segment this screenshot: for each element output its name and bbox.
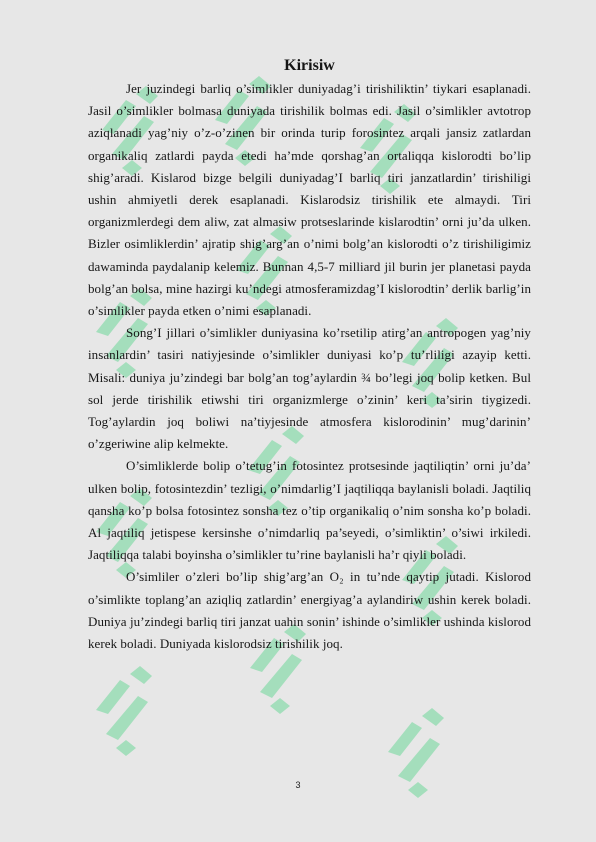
page-number: 3: [295, 780, 301, 790]
document-title: Kirisiw: [284, 57, 335, 74]
paragraph-3: O’simliklerde bolip o’tetug’in fotosintez protsesinde jaqtiliqtin’ orni ju’da’ ulken bolip, fotosintezdin’ tezligi, o’nimdarlig’I jaqtiliqqa baylanisli boladi. Jaqtiliq qansha ko’p bolsa fotosintez sonsha tez o’tip organikaliq o’nim sonsha ko’p boladi. Al jaqtiliq jetispese kersinshe o’nimdarliq pa’seyedi, o’simliktin’ o’siwi irkiledi. Jaqtiliqqa talabi boyinsha o’simlikler tu’rine baylanisli ha’r qiyli boladi.: [88, 458, 531, 563]
paragraph-1: Jer juzindegi barliq o’simlikler duniyadag’i tirishiliktin’ tiykari esaplanadi. Jasil o’simlikler bolmasa duniyada tirishilik bolmas edi. Jasil o’simlikler avtotrop aziqlanadi yag’niy o’z-o’zinen bir orinda turip forosintez arqali jansiz zatlardan organikaliq zatlardi payda etedi ha’mde qorshag’an ortaliqqa kislorodti bo’lip shig’aradi. Kislarod bizge belgili duniyadag’I barliq tiri janzatlardin’ tirishiligi ushin ahmiyetli derek esaplanadi. Kislarodsiz tirishilik ete almaydi. Tiri organizmlerdegi dem aliw, zat almasiw protseslarinde kislarodtin’ orni ju’da ulken. Bizler osimliklerdin’ ajratip shig’arg’an o’nimi bolg’an kislorodti o’z tirishiligimiz dawaminda paydalanip kelemiz. Bunnan 4,5-7 milliard jil burin jer planetasi payda bolg’an bolsa, mine hazirgi ku’ndegi atmosferamizdag’I kislorodtin’ derlik barlig’in o’simlikler payda etken o’nimi esaplanadi.: [88, 81, 531, 319]
paragraph-2: Song’I jillari o’simlikler duniyasina ko’rsetilip atirg’an antropogen yag’niy insanlardin’ tasiri natiyjesinde o’simlikler duniyasi ko’p tu’rliligi azayip ketti. Misali: duniya ju’zindegi bar bolg’an tog’aylardin ¾ bo’legi joq bolip ketken. Bul sol jerde tirishilik etiwshi tiri organizmlerge o’zinin’ keri ta’sirin tiygizedi. Tog’aylardin joq boliwi na’tiyjesinde atmosfera kislorodinin’ mug’darinin’ o’zgeriwine alip kelmekte.: [88, 325, 531, 452]
document-body: [88, 56, 531, 655]
paragraph-4: O’simliler o’zleri bo’lip shig’arg’an O₂ in tu’nde qaytip jutadi. Kislorod o’simlikte toplang’an aziqliq zatlardin’ energiyag’a aylandiriw ushin kerek boladi. Duniya ju’zindegi barliq tiri janzat uahin sonin’ ishinde o’simlikler ushinda kislorod kerek boladi. Duniyada kislorodsiz tirishilik joq.: [88, 569, 531, 652]
watermark-logo-icon: [86, 648, 164, 760]
